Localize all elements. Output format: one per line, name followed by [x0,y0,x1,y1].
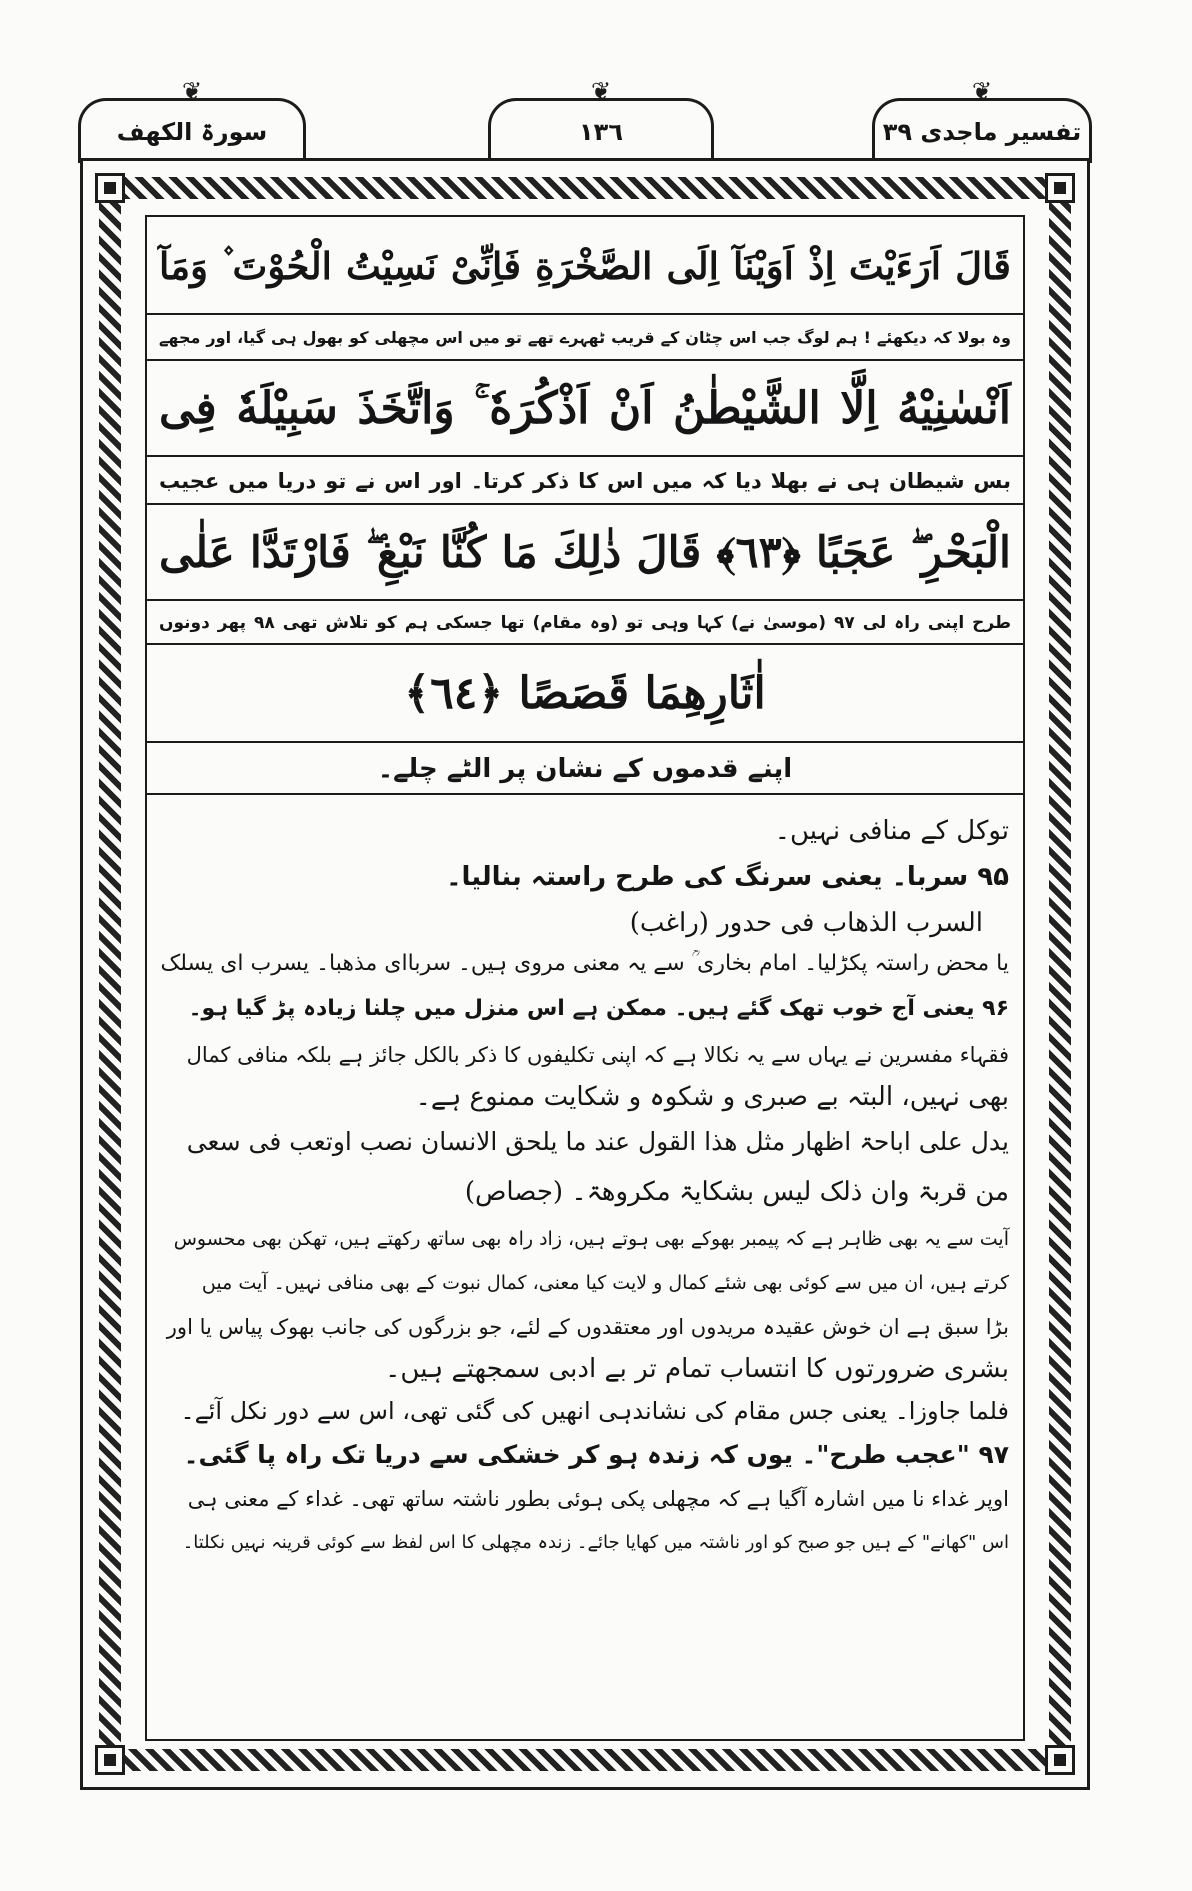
verse-translation-line: طرح اپنی راہ لی ۹۷ (موسیٰ نے) کہا وہی تو (وہ مقام) تھا جسکی ہم کو تلاش تھی ۹۸ پھر دونوں [147,601,1023,645]
commentary-line: آیت سے یہ بھی ظاہر ہے کہ پیمبر بھوکے بھی ہوتے ہیں، زاد راہ بھی ساتھ رکھتے ہیں، تھکن بھی محسوس [173,1228,1009,1250]
corner-ornament-icon [1045,1745,1075,1775]
surah-name-label: سورۃ الکھف [116,118,268,146]
commentary-line: یا محض راستہ پکڑلیا۔ امام بخاری ؒ سے یہ معنی مروی ہیں۔ سرباای مذھبا۔ یسرب ای یسلک [160,951,1009,976]
text-block [145,215,1025,1741]
commentary-line: توکل کے منافی نہیں۔ [774,816,1009,846]
verse-translation-line: اپنے قدموں کے نشان پر الٹے چلے۔ [147,743,1023,795]
floral-ornament-icon: ❦ [590,77,612,105]
verse-arabic-line: اَنْسٰنِيْهُ اِلَّا الشَّيْطٰنُ اَنْ اَذْكُرَهٗ ۚ وَاتَّخَذَ سَبِيْلَهٗ فِى [147,361,1023,457]
commentary-line: اس "کھانے" کے ہیں جو صبح کو اور ناشتہ میں کھایا جائے۔ زندہ مچھلی کا اس لفظ سے کوئی قرینہ نہیں نکلتا۔ [182,1532,1009,1553]
corner-ornament-icon [1045,173,1075,203]
verse-arabic-line: اٰثَارِهِمَا قَصَصًا ﴿٦٤﴾ [147,645,1023,743]
page-frame [80,158,1090,1790]
corner-ornament-icon [95,173,125,203]
verse-arabic-line: قَالَ اَرَءَيْتَ اِذْ اَوَيْنَآ اِلَى الصَّخْرَةِ فَاِنِّىْ نَسِيْتُ الْحُوْتَ ۫ وَمَآ [147,217,1023,315]
commentary-arabic-quote: السرب الذھاب فی حدور (راغب) [629,908,983,938]
commentary-line: بشری ضرورتوں کا انتساب تمام تر بے ادبی سمجھتے ہیں۔ [385,1354,1009,1384]
floral-ornament-icon: ❦ [181,77,203,105]
commentary-line: فقہاء مفسرین نے یہاں سے یہ نکالا ہے کہ اپنی تکلیفوں کا ذکر بالکل جائز ہے بلکہ منافی کمال [186,1043,1009,1067]
corner-ornament-icon [95,1745,125,1775]
commentary-line: بھی نہیں، البتہ بے صبری و شکوہ و شکایت ممنوع ہے۔ [415,1082,1009,1112]
book-title-label: تفسیر ماجدی ۳۹ [882,118,1082,146]
surah-name-tab [78,77,306,163]
commentary-line: بڑا سبق ہے ان خوش عقیدہ مریدوں اور معتقدوں کے لئے، جو بزرگوں کی جانب بھوک پیاس یا اور [166,1315,1009,1339]
commentary-line: فلما جاوزا۔ یعنی جس مقام کی نشاندہی انھیں کی گئی تھی، اس سے دور نکل آئے۔ [180,1397,1009,1425]
book-title-tab [872,77,1092,163]
verse-translation-line: وہ بولا کہ دیکھئے ! ہم لوگ جب اس چٹان کے قریب ٹھہرے تھے تو میں اس مچھلی کو بھول ہی گیا، اور مجھے [147,315,1023,361]
commentary-arabic-quote: من قربۃ وان ذلک لیس بشکایۃ مکروھۃ۔ (جصاص) [464,1177,1009,1207]
commentary-footnote-96: ۹۶ یعنی آج خوب تھک گئے ہیں۔ ممکن ہے اس منزل میں چلنا زیادہ پڑ گیا ہو۔ [188,996,1009,1021]
page-number-label: ۱۳٦ [579,118,623,146]
commentary-arabic-quote: یدل علی اباحۃ اظھار مثل ھذا القول عند ما یلحق الانسان نصب اوتعب فی سعی [186,1127,1009,1156]
verse-arabic-line: الْبَحْرِ ۖ عَجَبًا ﴿٦٣﴾ قَالَ ذٰلِكَ مَا كُنَّا نَبْغِ ۖ فَارْتَدَّا عَلٰى [147,505,1023,601]
page-number-tab [488,77,714,163]
commentary-line: کرتے ہیں، ان میں سے کوئی بھی شئے کمال و لایت کیا معنی، کمال نبوت کے بھی منافی نہیں۔ آیت میں [201,1272,1009,1294]
commentary-footnote-95: ۹۵ سربا۔ یعنی سرنگ کی طرح راستہ بنالیا۔ [446,862,1009,892]
commentary-line: اوپر غداء نا میں اشارہ آگیا ہے کہ مچھلی پکی ہوئی بطور ناشتہ ساتھ تھی۔ غداء کے معنی ہی [187,1487,1009,1511]
commentary-footnote-97: ۹۷ "عجب طرح"۔ یوں کہ زندہ ہو کر خشکی سے دریا تک راہ پا گئی۔ [183,1440,1009,1469]
verse-translation-line: بس شیطان ہی نے بھلا دیا کہ میں اس کا ذکر کرتا۔ اور اس نے تو دریا میں عجیب [147,457,1023,505]
floral-ornament-icon: ❦ [971,77,993,105]
